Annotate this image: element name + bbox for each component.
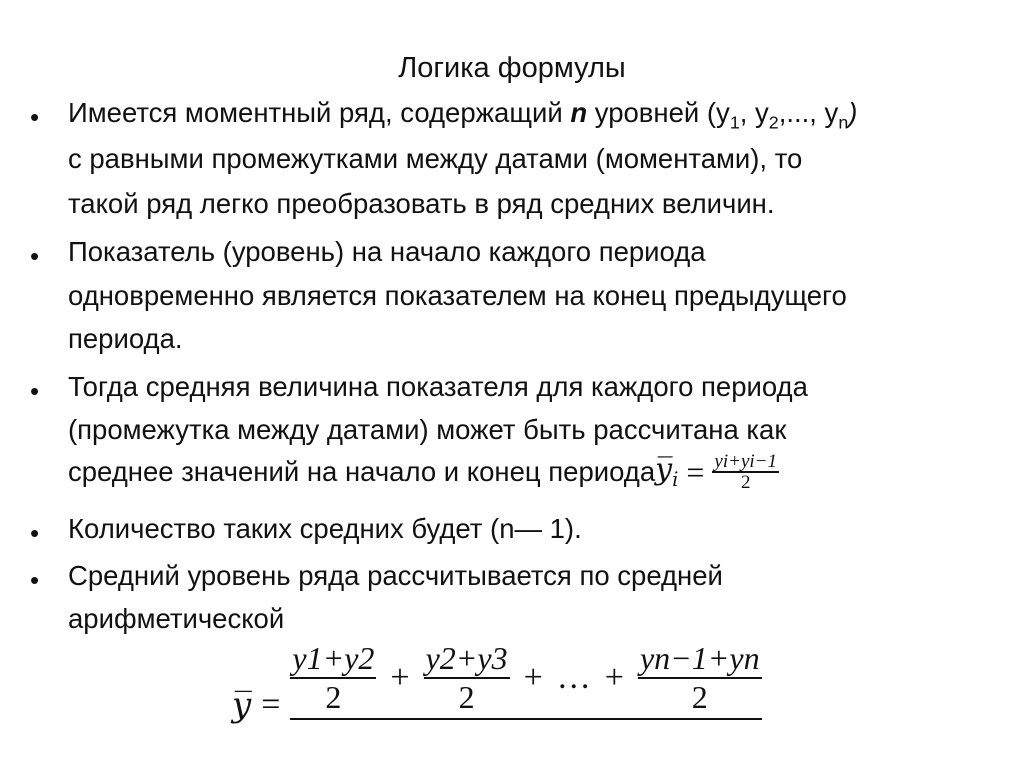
- slide-title: Логика формулы: [398, 52, 626, 84]
- formula-yi-fraction: $\frac{yi+yi-1}{2}$: [714, 451, 777, 493]
- bullet-icon: •: [30, 241, 40, 271]
- bullet-1-line-3: такой ряд легко преобразовать в ряд средних величин.: [68, 188, 775, 219]
- bullet-icon: •: [30, 376, 40, 406]
- bullet-3-line-3: среднее значений на начало и конец периода $y̅_i$ = $\frac{yi+yi-1}{2}$: [68, 451, 777, 493]
- bullet-icon: •: [30, 102, 40, 132]
- bullet-1-line-2: с равными промежутками между датами (моментами), то: [68, 143, 803, 174]
- bullet-2-line-1: Показатель (уровень) на начало каждого периода: [68, 236, 706, 267]
- bullet-3-line-1: Тогда средняя величина показателя для каждого периода: [68, 371, 808, 402]
- bullet-4-line-1: Количество таких средних будет (n— 1).: [68, 513, 582, 544]
- formula-lhs: y̅: [232, 685, 252, 725]
- formula-yi-lhs: $y̅_i$: [655, 451, 679, 491]
- mean-formula: [232, 640, 762, 730]
- bullet-2-line-3: периода.: [68, 323, 183, 354]
- formula-numerator: $\frac{y1+y2}{2}$ + $\frac{y2+y3}{2}$ + … + $\frac{yn-1+yn}{2}$: [290, 640, 761, 720]
- bullet-5-line-2: арифметической: [68, 603, 285, 634]
- bullet-1-line-1: Имеется моментный ряд, содержащий n уровней ($y_1$, $y_2$,..., $y_n$): [68, 97, 858, 133]
- formula-eq: =: [261, 686, 281, 723]
- bullet-icon: •: [30, 518, 40, 548]
- bullet-5-line-1: Средний уровень ряда рассчитывается по средней: [68, 560, 723, 591]
- bullet-3-line-2: (промежутка между датами) может быть рассчитана как: [68, 414, 787, 445]
- bullet-2-line-2: одновременно является показателем на конец предыдущего: [68, 280, 847, 311]
- bullet-icon: •: [30, 565, 40, 595]
